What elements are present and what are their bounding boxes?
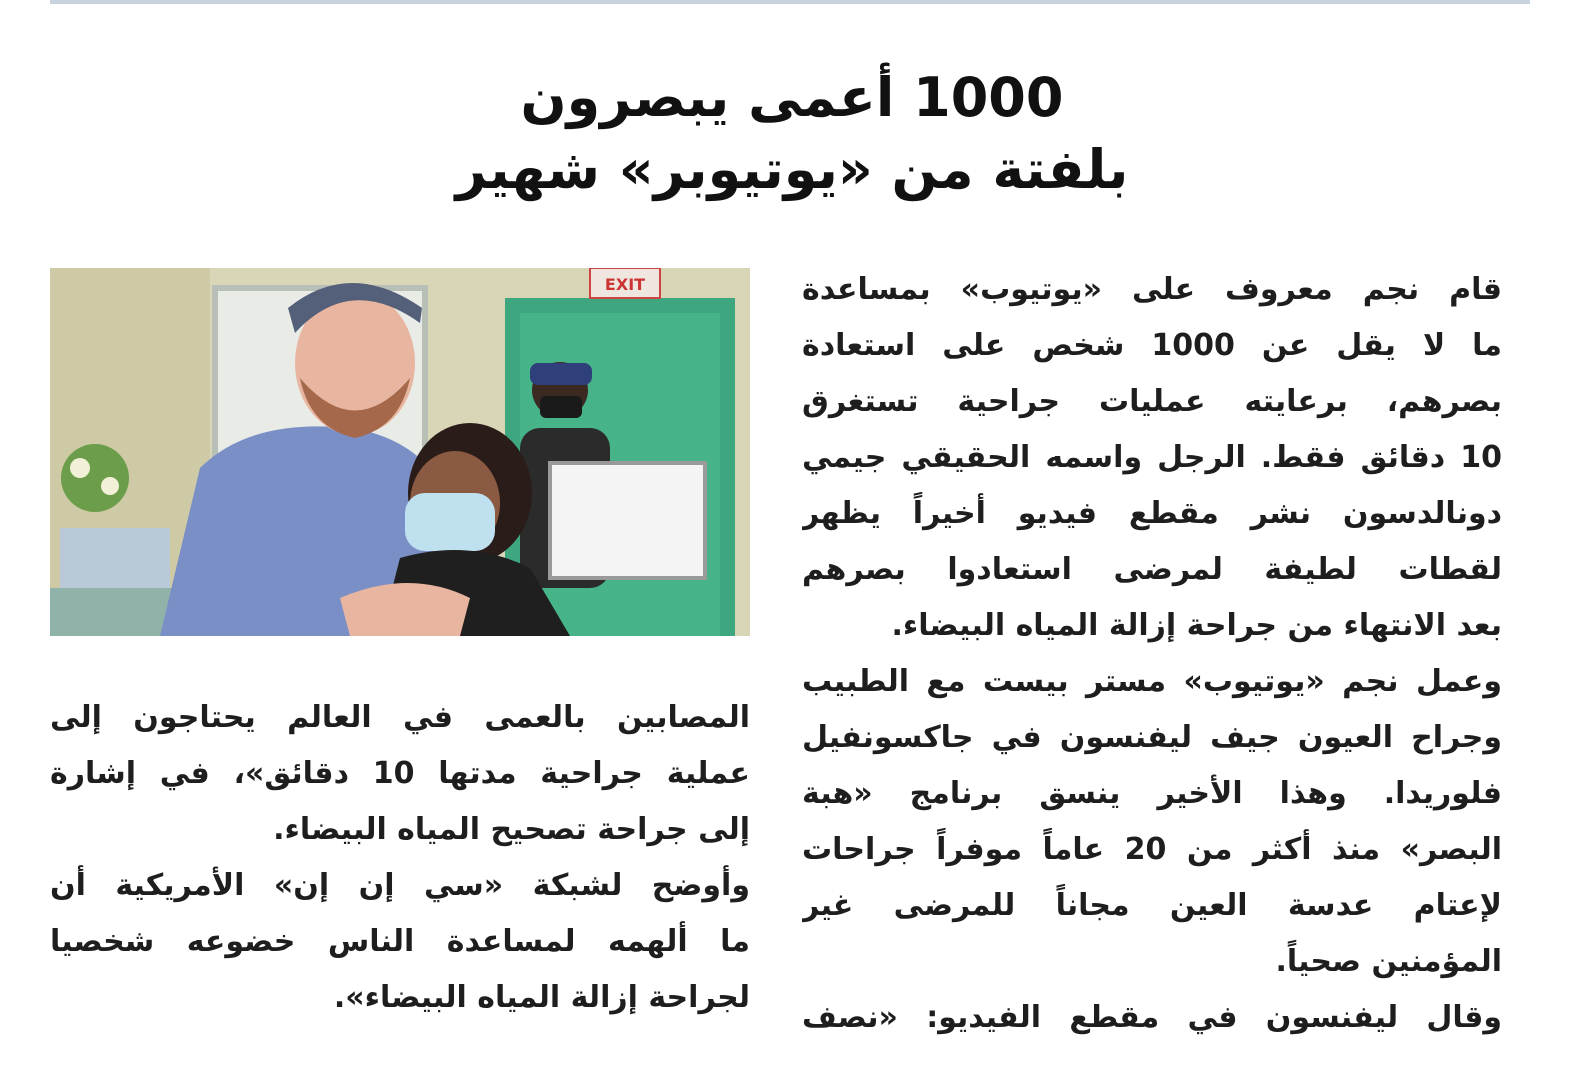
photo-man-back-mask [540,396,582,418]
body-line: لإعتام عدسة العين مجاناً للمرضى غير [802,888,1502,923]
body-line: ما لا يقل عن 1000 شخص على استعادة [802,328,1502,363]
article-body-right-column [802,262,1502,1046]
photo-plant [61,444,129,512]
photo-shelf [50,588,180,636]
body-line: بصرهم، برعايته عمليات جراحية تستغرق [802,384,1502,419]
photo-man-back-cap [530,363,592,385]
body-line: وقال ليفنسون في مقطع الفيديو: «نصف [802,1000,1502,1035]
photo-exit-sign-text: EXIT [604,275,646,294]
top-divider [50,0,1530,4]
body-line: بعد الانتهاء من جراحة إزالة المياه البيضاء. [891,608,1502,643]
photo-whiteboard [550,463,705,578]
body-line: إلى جراحة تصحيح المياه البيضاء. [273,812,750,847]
photo-woman-mask [405,493,495,551]
headline-line-1: 1000 أعمى يبصرون [520,66,1064,129]
body-line: وعمل نجم «يوتيوب» مستر بيست مع الطبيب [802,664,1502,699]
photo-doctor-hand [340,583,470,636]
photo-flower [70,458,90,478]
photo-flower [101,477,119,495]
body-line: لجراحة إزالة المياه البيضاء». [333,980,750,1015]
article-headline [300,62,1284,206]
body-line: لقطات لطيفة لمرضى استعادوا بصرهم [802,552,1502,587]
body-line: فلوريدا. وهذا الأخير ينسق برنامج «هبة [802,776,1502,811]
body-line: المؤمنين صحياً. [1275,944,1502,979]
body-line: وأوضح لشبكة «سي إن إن» الأمريكية أن [50,868,750,903]
body-line: وجراح العيون جيف ليفنسون في جاكسونفيل [802,720,1502,755]
body-line: المصابين بالعمى في العالم يحتاجون إلى [50,700,750,735]
article-photo [50,268,750,636]
body-line: عملية جراحية مدتها 10 دقائق»، في إشارة [50,756,750,791]
body-line: البصر» منذ أكثر من 20 عاماً موفراً جراحات [802,832,1502,867]
body-line: قام نجم معروف على «يوتيوب» بمساعدة [802,272,1502,307]
headline-line-2: بلفتة من «يوتيوبر» شهير [455,138,1129,201]
body-line: ما ألهمه لمساعدة الناس خضوعه شخصيا [50,924,750,959]
photo-illustration [50,268,750,636]
article-body-left-column [50,690,750,1026]
body-line: دونالدسون نشر مقطع فيديو أخيراً يظهر [802,496,1502,531]
body-line: 10 دقائق فقط. الرجل واسمه الحقيقي جيمي [802,440,1502,475]
